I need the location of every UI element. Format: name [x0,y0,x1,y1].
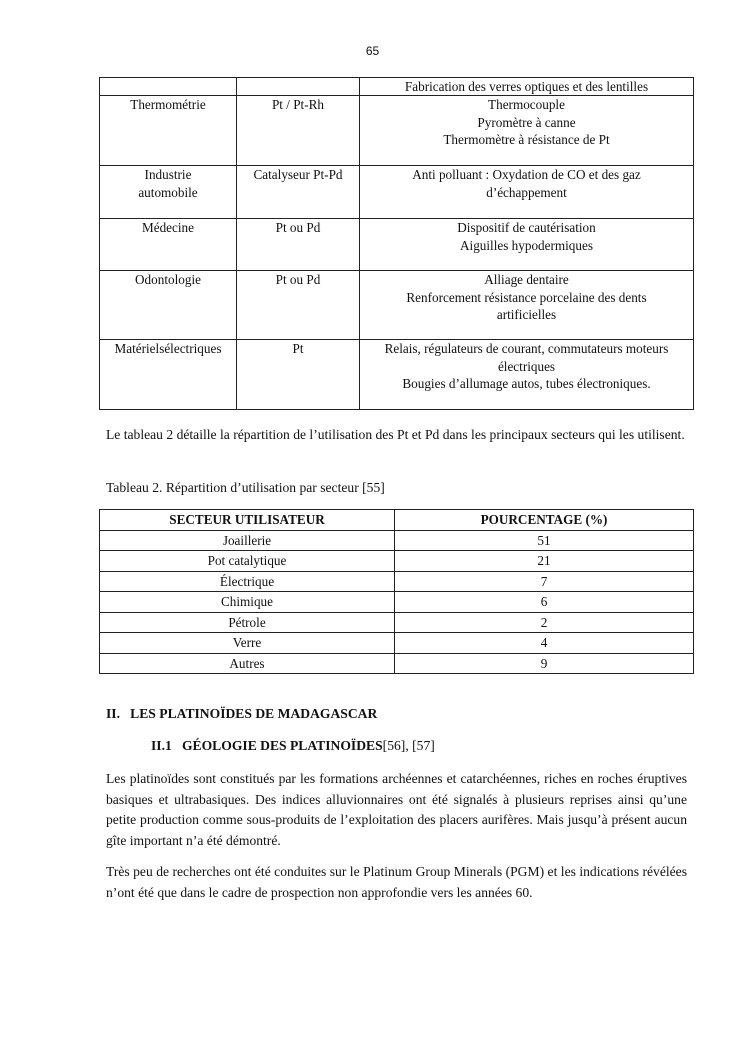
uses-cell-line: Thermocouple [488,97,565,113]
table-row [100,219,694,271]
sector-cell-line: Matérielsélectriques [114,341,222,357]
uses-cell-line: Alliage dentaire [484,272,569,288]
paragraph-intro: Le tableau 2 détaille la répartition de l’utilisation des Pt et Pd dans les principaux secteurs qui les utilisent. [106,427,685,442]
sector-cell [100,166,237,219]
percentage-cell: 21 [395,551,694,572]
metal-cell: Pt [237,340,360,410]
metal-cell: Catalyseur Pt-Pd [237,166,360,219]
percentage-cell: 4 [395,633,694,654]
section-heading: II. LES PLATINOÏDES DE MADAGASCAR [106,706,378,721]
uses-cell-line: Renforcement résistance porcelaine des dents [406,289,647,305]
uses-cell [360,271,694,340]
metal-cell: Pt ou Pd [237,219,360,271]
uses-cell-line: Pyromètre à canne [477,114,576,130]
uses-cell-line: électriques [497,358,556,374]
sector-cell [100,340,237,410]
uses-cell [360,96,694,166]
sector-cell: Joaillerie [100,530,395,551]
table-row [100,530,694,551]
uses-cell-line: d’échappement [486,184,567,200]
table-row [100,78,694,96]
sector-cell-line: Thermométrie [130,97,206,113]
uses-cell [360,340,694,410]
uses-cell-line: Anti polluant : Oxydation de CO et des gaz [412,167,641,183]
metal-cell: Pt / Pt-Rh [237,96,360,166]
subsection-title: II.1 GÉOLOGIE DES PLATINOÏDES [151,738,383,753]
uses-cell [360,78,694,96]
table-row [100,340,694,410]
sector-cell: Pot catalytique [100,551,395,572]
sector-usage-table [99,509,694,674]
sector-cell-line: Industrie [144,167,192,183]
sector-cell: Verre [100,633,395,654]
uses-cell-line: Dispositif de cautérisation [457,220,596,236]
subsection-heading [151,738,435,754]
table2-caption: Tableau 2. Répartition d’utilisation par secteur [55] [106,480,385,495]
paragraph-geology: Les platinoïdes sont constitués par les formations archéennes et catarchéennes, riches en roches éruptives basiques et ultrabasiques. Des indices alluvionnaires ont été signalés à plusieurs reprises ainsi qu’une petite production comme sous-produits de l’exploitation des placers aurifères. Mais jusqu’à présent aucun gîte important n’a été démontré. [106,771,687,848]
subsection-refs: [56], [57] [382,738,435,753]
sector-cell-line: automobile [138,184,198,200]
table-row [100,571,694,592]
sector-cell [100,78,237,96]
header-percentage: POURCENTAGE (%) [395,510,694,531]
sector-cell-line: Odontologie [135,272,201,288]
table-row [100,271,694,340]
table-header-row [100,510,694,531]
uses-cell-line: Thermomètre à résistance de Pt [443,131,610,147]
sector-cell [100,96,237,166]
sector-cell: Autres [100,653,395,674]
table-row [100,653,694,674]
page-number: 65 [365,44,380,58]
uses-cell [360,219,694,271]
sector-cell: Électrique [100,571,395,592]
table-row [100,551,694,572]
uses-cell-line: Relais, régulateurs de courant, commutateurs moteurs [384,341,669,357]
percentage-cell: 6 [395,592,694,613]
sector-cell [100,219,237,271]
sector-cell [100,271,237,340]
metal-cell: Pt ou Pd [237,271,360,340]
paragraph-research: Très peu de recherches ont été conduites sur le Platinum Group Minerals (PGM) et les indications révélées n’ont été que dans le cadre de prospection non approfondie vers les années 60. [106,864,687,900]
table-row [100,96,694,166]
applications-table [99,77,694,410]
percentage-cell: 51 [395,530,694,551]
percentage-cell: 7 [395,571,694,592]
uses-cell-line: artificielles [496,306,557,322]
uses-cell [360,166,694,219]
header-sector: SECTEUR UTILISATEUR [100,510,395,531]
sector-cell: Pétrole [100,612,395,633]
percentage-cell: 2 [395,612,694,633]
sector-cell: Chimique [100,592,395,613]
table-row [100,166,694,219]
table-row [100,633,694,654]
metal-cell [237,78,360,96]
uses-cell-line: Aiguilles hypodermiques [460,237,593,253]
uses-cell-line: Fabrication des verres optiques et des lentilles [404,79,649,94]
uses-cell-line: Bougies d’allumage autos, tubes électroniques. [402,375,651,391]
table-row [100,612,694,633]
sector-cell-line: Médecine [142,220,194,236]
percentage-cell: 9 [395,653,694,674]
table-row [100,592,694,613]
